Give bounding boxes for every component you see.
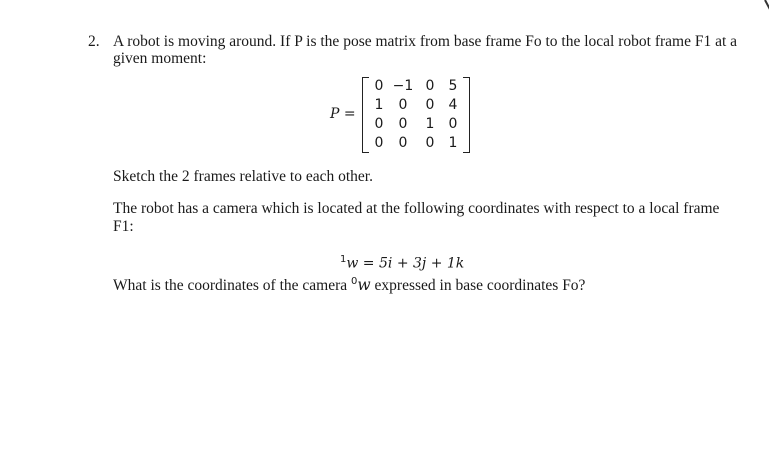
matrix-cell-r1-c4: 5 (448, 78, 458, 94)
question-text-line2: given moment: (113, 50, 207, 67)
matrix-cell-r4-c2: 0 (398, 135, 408, 151)
matrix-cell-r3-c2: 0 (398, 116, 408, 132)
question-text-line1: A robot is moving around. If P is the pose matrix from base frame Fo to the local robot frame F1 at a (113, 33, 738, 50)
equation-rhs: = 5i + 3j + 1k (358, 255, 465, 272)
matrix-cell-r2-c4: 4 (448, 97, 458, 113)
camera-equation (340, 254, 464, 272)
matrix-cell-r3-c3: 1 (425, 116, 435, 132)
matrix-cell-r3-c1: 0 (374, 116, 384, 132)
matrix-label: P = (330, 106, 356, 122)
matrix-cell-r4-c1: 0 (374, 135, 384, 151)
equation-frame-superscript: 1 (340, 254, 347, 265)
matrix-cell-r1-c3: 0 (425, 78, 435, 94)
matrix-cell-r3-c4: 0 (448, 116, 458, 132)
camera-text-line1: The robot has a camera which is located at the following coordinates with respect to a local frame (113, 200, 720, 217)
question-number: 2. (88, 33, 100, 50)
matrix-cell-r2-c1: 1 (374, 97, 384, 113)
equation-lhs: w (346, 255, 359, 272)
matrix-cell-r4-c3: 0 (425, 135, 435, 151)
camera-text-line2: F1: (113, 218, 134, 235)
sketch-instruction: Sketch the 2 frames relative to each other. (113, 168, 373, 185)
corner-mark (764, 0, 769, 13)
matrix-cell-r2-c3: 0 (425, 97, 435, 113)
matrix-cell-r4-c4: 1 (448, 135, 458, 151)
final-variable: w (357, 276, 371, 295)
final-question-post: expressed in base coordinates Fo? (374, 277, 586, 295)
final-question-pre: What is the coordinates of the camera (113, 277, 348, 295)
final-question (113, 273, 585, 295)
matrix-right-bracket (463, 77, 470, 153)
matrix-cell-r1-c1: 0 (374, 78, 384, 94)
matrix-cell-r1-c2: −1 (392, 78, 414, 94)
final-frame-superscript: 0 (351, 276, 358, 287)
pose-matrix (362, 77, 470, 155)
matrix-cell-r2-c2: 0 (398, 97, 408, 113)
